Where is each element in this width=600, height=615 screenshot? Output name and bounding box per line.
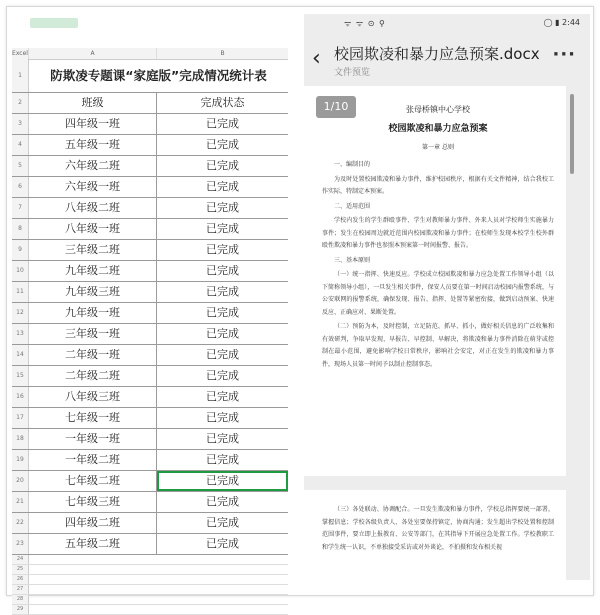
row-number[interactable]: 18 <box>12 429 29 449</box>
row-number[interactable]: 5 <box>12 156 29 176</box>
sheet-grid <box>12 59 288 615</box>
table-row <box>12 261 288 282</box>
row-number[interactable]: 1 <box>12 59 29 92</box>
status-cell[interactable]: 已完成 <box>206 138 239 151</box>
status-cell[interactable]: 已完成 <box>206 348 239 361</box>
column-header-b[interactable]: B <box>157 48 288 60</box>
table-row <box>12 429 288 450</box>
status-time: 2:44 <box>562 18 580 27</box>
row-number[interactable]: 12 <box>12 303 29 323</box>
table-row <box>12 471 288 492</box>
file-subtitle: 文件预览 <box>334 68 371 78</box>
doc-title: 校园欺凌和暴力应急预案 <box>388 124 488 134</box>
row-number[interactable]: 14 <box>12 345 29 365</box>
row-number[interactable]: 26 <box>12 575 29 584</box>
class-cell[interactable]: 六年级二班 <box>29 156 157 176</box>
doc-paragraph: （二）预防为本，及时控制，立足防范、抓早、抓小，做好相关信息的广泛收集和有效研判，争取早发现、早报告、早控制、早解决，将欺凌和暴力事件消除在萌芽或控制在最小范围，避免影响学校日常秩序，影响社会安定，对正在发生的欺凌和暴力事件，现场人员第一时间予以制止控制事态。 <box>322 323 554 368</box>
doc-content-2 <box>322 504 554 556</box>
class-cell[interactable]: 八年级二班 <box>29 198 157 218</box>
row-number[interactable]: 22 <box>12 513 29 533</box>
status-cell[interactable]: 已完成 <box>206 390 239 403</box>
spreadsheet-panel <box>12 14 288 612</box>
empty-row <box>12 605 288 615</box>
status-cell[interactable]: 已完成 <box>206 117 239 130</box>
status-icons: ◯ ▮ <box>543 18 560 27</box>
class-cell[interactable]: 八年级三班 <box>29 387 157 407</box>
row-number[interactable]: 28 <box>12 595 29 604</box>
doc-chapter: 第一章 总则 <box>422 144 454 151</box>
empty-row <box>12 595 288 605</box>
column-header-a[interactable]: A <box>29 48 157 60</box>
doc-paragraph: （三）各处联动、协调配合。一旦发生欺凌和暴力事件，学校总指挥要统一部署，掌握信息；学校各级负责人、各处室要保持镇定，协商沟通；发生超出学校处置和控制范围事件，要立即上报教育、公安等部门，在其指导下开展应急处置工作。学校教职工和学生统一认识，不单独接受采访或对外谈论，不拍摄和发布相关视 <box>322 506 554 551</box>
table-row <box>12 156 288 177</box>
table-row <box>12 198 288 219</box>
class-cell[interactable]: 二年级一班 <box>29 345 157 365</box>
table-row <box>12 303 288 324</box>
empty-row <box>12 575 288 585</box>
row-number[interactable]: 27 <box>12 585 29 594</box>
table-row <box>12 345 288 366</box>
doc-content <box>322 104 554 373</box>
status-time-wrap <box>544 18 580 27</box>
corner-label[interactable]: Excel <box>12 48 29 60</box>
status-cell[interactable]: 已完成 <box>206 180 239 193</box>
row-number[interactable]: 2 <box>12 93 29 113</box>
class-cell[interactable]: 三年级二班 <box>29 240 157 260</box>
row-number[interactable]: 16 <box>12 387 29 407</box>
doc-nav-bar <box>304 32 590 84</box>
row-number[interactable]: 15 <box>12 366 29 386</box>
sheet-title-cell[interactable]: 防欺凌专题课“家庭版”完成情况统计表 <box>50 68 267 83</box>
class-cell[interactable]: 五年级二班 <box>29 534 157 554</box>
empty-row <box>12 585 288 595</box>
status-cell[interactable]: 已完成 <box>206 306 239 319</box>
status-cell[interactable]: 已完成 <box>206 159 239 172</box>
table-row <box>12 219 288 240</box>
class-cell[interactable]: 二年级二班 <box>29 366 157 386</box>
header-cell-class[interactable]: 班级 <box>29 93 157 113</box>
table-row <box>12 177 288 198</box>
more-icon[interactable]: ··· <box>552 44 576 65</box>
row-number[interactable]: 20 <box>12 471 29 491</box>
row-number[interactable]: 7 <box>12 198 29 218</box>
status-cell[interactable]: 已完成 <box>206 264 239 277</box>
page-indicator: 1/10 <box>316 96 356 118</box>
table-row <box>12 450 288 471</box>
row-number[interactable]: 21 <box>12 492 29 512</box>
empty-row <box>12 555 288 565</box>
app-logo <box>30 18 78 28</box>
table-row <box>12 366 288 387</box>
status-cell[interactable]: 已完成 <box>206 285 239 298</box>
status-cell[interactable]: 已完成 <box>206 432 239 445</box>
class-cell[interactable]: 四年级一班 <box>29 114 157 134</box>
row-number[interactable]: 9 <box>12 240 29 260</box>
row-number[interactable]: 29 <box>12 605 29 614</box>
status-cell[interactable]: 已完成 <box>206 411 239 424</box>
status-cell[interactable]: 已完成 <box>157 471 288 491</box>
table-row <box>12 513 288 534</box>
row-number[interactable]: 10 <box>12 261 29 281</box>
row-number[interactable]: 11 <box>12 282 29 302</box>
class-cell[interactable]: 八年级一班 <box>29 219 157 239</box>
status-cell[interactable]: 已完成 <box>206 369 239 382</box>
class-cell[interactable]: 五年级一班 <box>29 135 157 155</box>
back-icon[interactable]: ‹ <box>312 46 321 71</box>
table-row <box>12 114 288 135</box>
row-number[interactable]: 13 <box>12 324 29 344</box>
signal-icons: ᯤ ᯤ ⊙ ⚲ <box>344 19 386 28</box>
table-row <box>12 282 288 303</box>
phone-doc-preview <box>304 14 590 580</box>
doc-page-2[interactable] <box>304 490 566 580</box>
class-cell[interactable]: 六年级一班 <box>29 177 157 197</box>
header-row <box>12 93 288 114</box>
status-cell[interactable]: 已完成 <box>206 327 239 340</box>
row-number[interactable]: 3 <box>12 114 29 134</box>
class-cell[interactable]: 七年级三班 <box>29 492 157 512</box>
status-cell[interactable]: 已完成 <box>206 222 239 235</box>
title-row <box>12 59 288 93</box>
row-number[interactable]: 8 <box>12 219 29 239</box>
table-row <box>12 408 288 429</box>
table-row <box>12 492 288 513</box>
table-row <box>12 135 288 156</box>
status-bar <box>304 14 590 32</box>
class-cell[interactable]: 七年级二班 <box>29 471 157 491</box>
row-number[interactable]: 4 <box>12 135 29 155</box>
class-cell[interactable]: 一年级一班 <box>29 429 157 449</box>
header-cell-status[interactable]: 完成状态 <box>200 96 245 109</box>
status-cell[interactable]: 已完成 <box>206 243 239 256</box>
doc-paragraph: 三、基本原则 <box>334 256 371 264</box>
table-row <box>12 240 288 261</box>
empty-row <box>12 565 288 575</box>
doc-paragraph: （一）统一指挥、快速反应。学校成立校园欺凌和暴力应急处置工作领导小组（以下简称领导小组），一旦发生相关事件，保安人员要在第一时间启动校园内报警系统，与公安联网的报警系统，确保发现、报告、指挥、处置等紧密衔接，做到启动预案、快速反应、正确应对、果断处置。 <box>322 271 554 316</box>
doc-paragraph: 为及时处置校园欺凌和暴力事件，维护校园秩序，根据有关文件精神，结合我校工作实际，特制定本预案。 <box>322 175 554 195</box>
class-cell[interactable]: 四年级二班 <box>29 513 157 533</box>
file-title: 校园欺凌和暴力应急预案.docx <box>334 45 540 63</box>
doc-paragraph: 二、适用范围 <box>334 202 371 210</box>
doc-paragraph: 学校内发生的学生群殴事件、学生对教师暴力事件、外来人员对学校师生实施暴力事件；发生在校园周边就近范围内校园欺凌和暴力事件；在校师生发现本校学生校外群殴性欺凌和暴力事件也参照本预案第一时间报警、报告。 <box>322 217 554 249</box>
class-cell[interactable]: 七年级一班 <box>29 408 157 428</box>
doc-school: 张母桥镇中心学校 <box>406 105 470 114</box>
spreadsheet-toolbar <box>12 14 288 44</box>
class-cell[interactable]: 九年级一班 <box>29 303 157 323</box>
table-row <box>12 534 288 555</box>
status-cell[interactable]: 已完成 <box>206 495 239 508</box>
row-number[interactable]: 24 <box>12 555 29 564</box>
class-cell[interactable]: 一年级二班 <box>29 450 157 470</box>
status-cell[interactable]: 已完成 <box>206 516 239 529</box>
class-cell[interactable]: 三年级一班 <box>29 324 157 344</box>
row-number[interactable]: 17 <box>12 408 29 428</box>
table-row <box>12 387 288 408</box>
class-cell[interactable]: 九年级二班 <box>29 261 157 281</box>
row-number[interactable]: 25 <box>12 565 29 574</box>
table-row <box>12 324 288 345</box>
doc-page-1[interactable] <box>304 86 566 476</box>
doc-paragraph: 一、编制目的 <box>334 161 371 168</box>
row-number[interactable]: 19 <box>12 450 29 470</box>
status-cell[interactable]: 已完成 <box>206 453 239 466</box>
column-header-bar <box>12 48 288 59</box>
row-number[interactable]: 23 <box>12 534 29 554</box>
status-cell[interactable]: 已完成 <box>206 201 239 214</box>
class-cell[interactable]: 九年级三班 <box>29 282 157 302</box>
row-number[interactable]: 6 <box>12 177 29 197</box>
scrollbar[interactable] <box>570 94 574 174</box>
status-cell[interactable]: 已完成 <box>206 537 239 550</box>
